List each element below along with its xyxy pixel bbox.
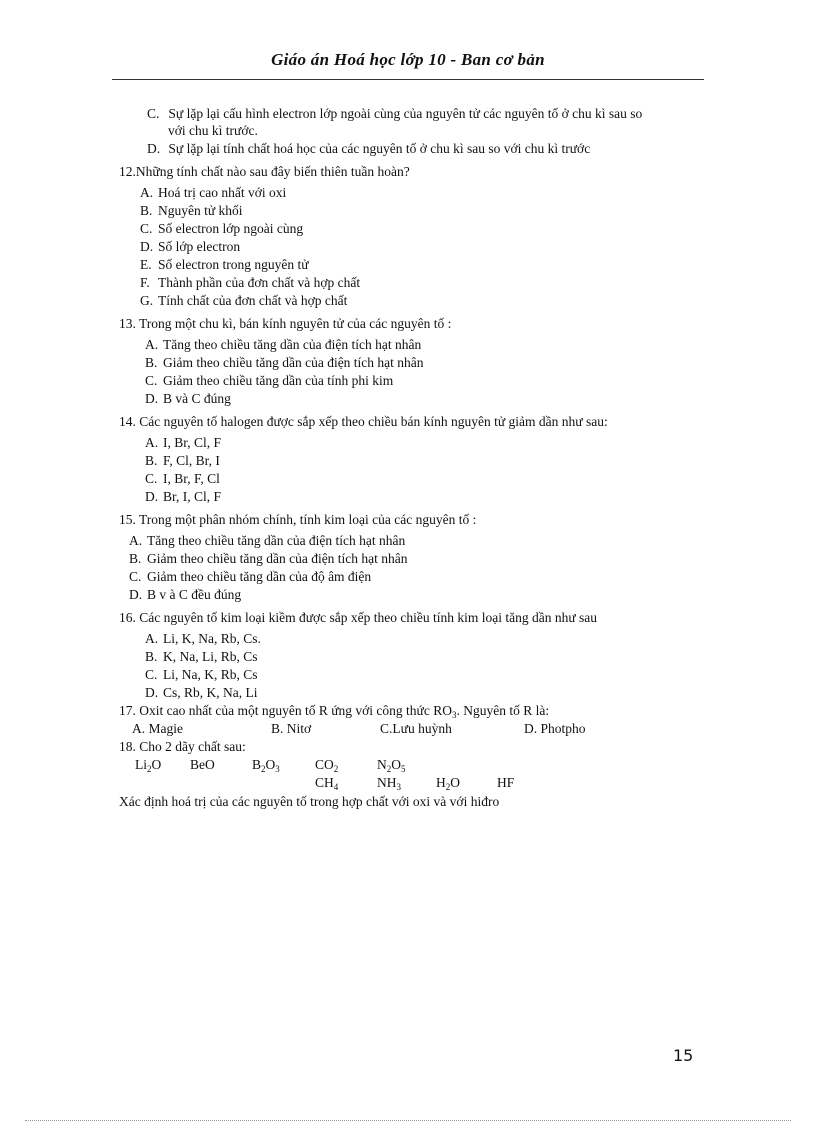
q16-option-b: [145, 648, 258, 665]
option-text: I, Br, F, Cl: [163, 471, 220, 486]
q14-stem: 14. Các nguyên tố halogen được sắp xếp theo chiều bán kính nguyên tử giảm dần như sau:: [119, 414, 608, 429]
q14-option-c: [145, 470, 220, 487]
q11-option-d: [147, 140, 590, 157]
formula-li2o: [135, 756, 161, 773]
q18-conclusion: Xác định hoá trị của các nguyên tố trong hợp chất với oxi và với hiđro: [119, 794, 500, 809]
option-letter: D.: [129, 587, 143, 602]
option-text: I, Br, Cl, F: [163, 435, 221, 450]
q12-option-f: [140, 274, 360, 291]
option-letter: C.: [145, 471, 158, 486]
option-text: B v à C đều đúng: [147, 587, 242, 602]
option-letter: B.: [145, 355, 158, 370]
q15-option-c: [129, 568, 371, 585]
q14-option-a: [145, 434, 221, 451]
q17-option-c: C.Lưu huỳnh: [380, 721, 452, 736]
formula-co2: [315, 756, 338, 773]
q17-stem: [119, 702, 549, 719]
option-text: Li, Na, K, Rb, Cs: [163, 667, 258, 682]
formula-subscript: 2: [445, 782, 451, 792]
q17-option-a: A. Magie: [132, 721, 183, 736]
option-text: Số lớp electron: [158, 239, 241, 254]
formula-rest: O: [265, 757, 276, 772]
option-letter: E.: [140, 257, 152, 272]
formula-hf: [497, 774, 514, 791]
q15-option-d: [129, 586, 241, 603]
q13-option-a: [145, 336, 421, 353]
option-letter: C.: [129, 569, 142, 584]
q15-option-a: [129, 532, 405, 549]
q11-option-c: [147, 105, 642, 122]
formula-subscript: 3: [396, 782, 401, 792]
option-text: Giảm theo chiều tăng dần của độ âm điện: [147, 569, 372, 584]
formula-subscript-2: 5: [401, 764, 406, 774]
q16-option-a: [145, 630, 261, 647]
q12-option-b: [140, 202, 243, 219]
option-letter: C.: [145, 667, 158, 682]
formula-nh3: [377, 774, 401, 791]
formula-n2o5: [377, 756, 406, 773]
formula-base: NH: [377, 775, 397, 790]
option-letter: D.: [147, 141, 161, 156]
formula-base: Li: [135, 757, 147, 772]
formula-base: CH: [315, 775, 334, 790]
formula-rest: O: [450, 775, 460, 790]
option-letter: D.: [145, 489, 159, 504]
option-letter: B.: [129, 551, 142, 566]
option-letter: D.: [145, 685, 159, 700]
option-letter: A.: [145, 435, 159, 450]
option-letter: F.: [140, 275, 150, 290]
option-text: Tăng theo chiều tăng dần của điện tích hạt nhân: [147, 533, 406, 548]
option-text: Tính chất của đơn chất và hợp chất: [158, 293, 348, 308]
option-text: Số electron trong nguyên tử: [158, 257, 309, 272]
option-letter: G.: [140, 293, 154, 308]
option-text: Thành phần của đơn chất và hợp chất: [158, 275, 361, 290]
formula-subscript: 2: [333, 764, 339, 774]
q12-option-c: [140, 220, 303, 237]
q11-option-c-cont: với chu kì trước.: [168, 123, 258, 138]
q18-stem: 18. Cho 2 dãy chất sau:: [119, 739, 246, 754]
formula-ch4: [315, 774, 338, 791]
formula-base: N: [377, 757, 387, 772]
option-letter: A.: [145, 631, 159, 646]
formula-subscript: 4: [333, 782, 339, 792]
q17-option-d: D. Photpho: [524, 721, 586, 736]
option-text: Giảm theo chiều tăng dần của điện tích hạt nhân: [163, 355, 424, 370]
q17-stem-after: . Nguyên tố R là:: [456, 703, 550, 718]
option-letter: A.: [129, 533, 143, 548]
option-letter: C.: [140, 221, 153, 236]
formula-base: CO: [315, 757, 334, 772]
page-number: 15: [673, 1046, 694, 1065]
option-letter: A.: [140, 185, 154, 200]
formula-subscript: 2: [261, 764, 266, 774]
option-text: Cs, Rb, K, Na, Li: [163, 685, 258, 700]
header-rule: [112, 79, 704, 80]
formula-base: B: [252, 757, 262, 772]
formula-rest: O: [391, 757, 401, 772]
option-letter: C.: [145, 373, 158, 388]
page-header-title: Giáo án Hoá học lớp 10 - Ban cơ bản: [271, 50, 545, 69]
formula-b2o3: [252, 756, 280, 773]
option-text: Li, K, Na, Rb, Cs.: [163, 631, 261, 646]
q12-stem: 12.Những tính chất nào sau đây biến thiên tuần hoàn?: [119, 164, 410, 179]
option-text: Giảm theo chiều tăng dần của tính phi kim: [163, 373, 394, 388]
formula-subscript: 2: [147, 764, 152, 774]
q15-option-b: [129, 550, 408, 567]
q12-option-d: [140, 238, 240, 255]
q16-option-d: [145, 684, 258, 701]
formula-rest: O: [151, 757, 162, 772]
formula-h2o: [436, 774, 460, 791]
formula-subscript-2: 3: [275, 764, 280, 774]
option-letter: B.: [140, 203, 153, 218]
option-text: B và C đúng: [163, 391, 231, 406]
q13-option-d: [145, 390, 231, 407]
q14-option-b: [145, 452, 220, 469]
option-text: Sự lặp lại cấu hình electron lớp ngoài cùng của nguyên tử các nguyên tố ở chu kì sau so: [168, 106, 643, 121]
option-text: Nguyên tử khối: [158, 203, 243, 218]
q16-option-c: [145, 666, 258, 683]
q15-stem: 15. Trong một phân nhóm chính, tính kim loại của các nguyên tố :: [119, 512, 477, 527]
page-bottom-border: [25, 1120, 791, 1121]
q12-option-e: [140, 256, 309, 273]
option-text: Hoá trị cao nhất với oxi: [158, 185, 287, 200]
q12-option-a: [140, 184, 286, 201]
formula-base: H: [436, 775, 446, 790]
q13-stem: 13. Trong một chu kì, bán kính nguyên tử của các nguyên tố :: [119, 316, 452, 331]
option-letter: B.: [145, 453, 158, 468]
q13-option-c: [145, 372, 393, 389]
option-text: Tăng theo chiều tăng dần của điện tích hạt nhân: [163, 337, 422, 352]
option-text: Br, I, Cl, F: [163, 489, 221, 504]
formula-beo: [190, 756, 215, 773]
q13-option-b: [145, 354, 424, 371]
option-text: Giảm theo chiều tăng dần của điện tích hạt nhân: [147, 551, 408, 566]
q16-stem: 16. Các nguyên tố kim loại kiềm được sắp xếp theo chiều tính kim loại tăng dần như sau: [119, 610, 598, 625]
q14-option-d: [145, 488, 221, 505]
option-letter: B.: [145, 649, 158, 664]
q17-option-b: B. Nitơ: [271, 721, 312, 736]
option-letter: D.: [145, 391, 159, 406]
option-text: K, Na, Li, Rb, Cs: [163, 649, 258, 664]
q17-stem-subscript: 3: [451, 710, 457, 720]
formula-base: BeO: [190, 757, 215, 772]
option-text: Số electron lớp ngoài cùng: [158, 221, 304, 236]
formula-base: HF: [497, 775, 515, 790]
option-letter: D.: [140, 239, 154, 254]
option-text: F, Cl, Br, I: [163, 453, 220, 468]
option-text: Sự lặp lại tính chất hoá học của các nguyên tố ở chu kì sau so với chu kì trước: [168, 141, 591, 156]
q17-stem-before: 17. Oxit cao nhất của một nguyên tố R ứng với công thức RO: [119, 703, 452, 718]
option-letter: A.: [145, 337, 159, 352]
option-letter: C.: [147, 106, 160, 121]
formula-subscript: 2: [386, 764, 392, 774]
q12-option-g: [140, 292, 347, 309]
